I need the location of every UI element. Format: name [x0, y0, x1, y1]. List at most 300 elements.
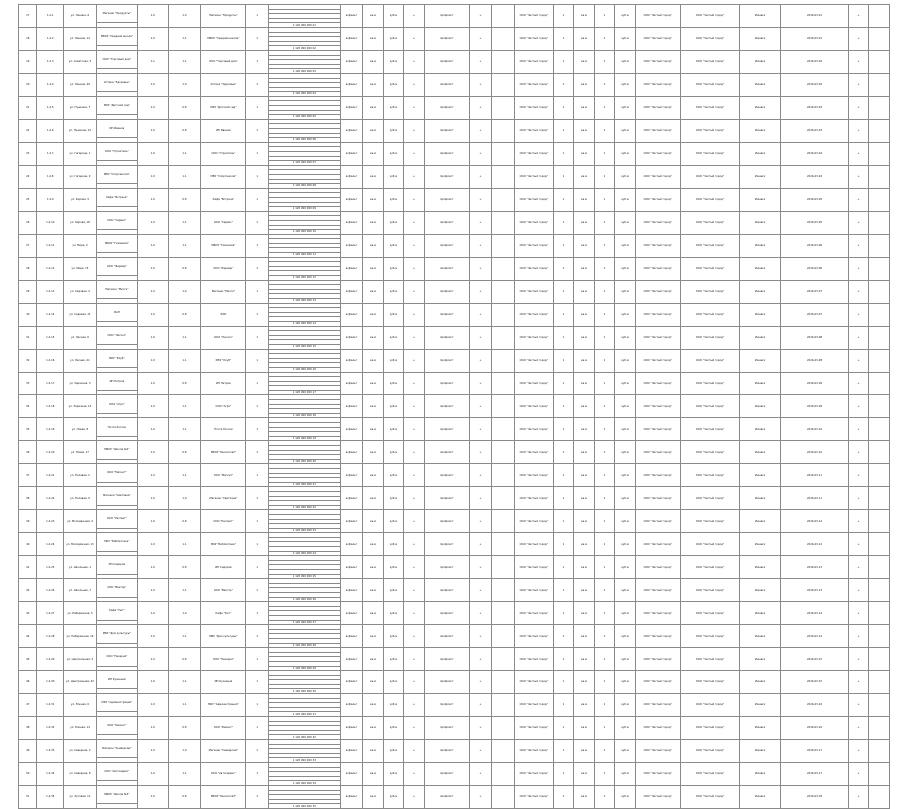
row-zero [869, 326, 890, 349]
row-number: 30 [19, 303, 37, 326]
row-area-unit: кв.м [363, 694, 383, 717]
row-date: 2016-03-11 [781, 464, 849, 487]
row-volume: 1,1 [168, 625, 201, 648]
row-operator-short: ООО "Чистый город" [514, 27, 553, 50]
row-object-desc: ООО "Рассвет" [201, 510, 246, 533]
row-operator-short: ООО "Чистый город" [514, 50, 553, 73]
row-area-unit-2: кв.м [574, 418, 594, 441]
row-code: 1.4.28 [37, 625, 64, 648]
row-operator-short: ООО "Чистый город" [514, 395, 553, 418]
row-address: ул. Лесная, 6 [64, 326, 97, 349]
row-area-unit: кв.м [363, 5, 383, 28]
row-object: Магазин "Мечта" [96, 280, 137, 298]
row-count-3: 1 [594, 740, 614, 763]
row-date: 2016-03-01 [781, 5, 849, 28]
row-count-3: 1 [594, 165, 614, 188]
row-area: 1,0 [137, 280, 168, 303]
row-mark: + [404, 418, 424, 441]
row-count-2: 1 [553, 372, 573, 395]
row-area-unit-2: кв.м [574, 165, 594, 188]
row-count-3: 1 [594, 280, 614, 303]
row-volume: 1,1 [168, 142, 201, 165]
row-count: 1 [246, 487, 269, 510]
row-area-unit-2: кв.м [574, 487, 594, 510]
row-area-unit-2: кв.м [574, 762, 594, 785]
row-volume: 1,1 [168, 762, 201, 785]
row-volume-unit-2: куб.м [615, 73, 635, 96]
row-volume-unit-2: куб.м [615, 142, 635, 165]
row-operator-desc: ООО "Чистый город" [635, 395, 680, 418]
row-zero [869, 73, 890, 96]
row-area-unit-2: кв.м [574, 280, 594, 303]
row-volume: 1,1 [168, 694, 201, 717]
row-area-unit: кв.м [363, 234, 383, 257]
table-row [19, 694, 890, 699]
row-count: 1 [246, 533, 269, 556]
row-count-3: 1 [594, 694, 614, 717]
table-row [19, 740, 890, 745]
row-area-unit: кв.м [363, 326, 383, 349]
row-operator: ООО "Чистый город" [680, 487, 739, 510]
row-object: ООО "Пекарня" [96, 648, 137, 666]
row-address: ул. Ленина, 20 [64, 73, 97, 96]
row-volume-unit-2: куб.м [615, 694, 635, 717]
row-object: ООО "Вектор" [96, 579, 137, 597]
row-count-2: 1 [553, 165, 573, 188]
row-number: 23 [19, 142, 37, 165]
row-plus: + [848, 211, 868, 234]
row-number: 48 [19, 717, 37, 740]
table-row [19, 395, 890, 400]
row-area-unit: кв.м [363, 556, 383, 579]
row-mark: + [404, 234, 424, 257]
row-region: Ижевск [740, 211, 781, 234]
row-count: 1 [246, 119, 269, 142]
row-operator-desc: ООО "Чистый город" [635, 96, 680, 119]
row-operator-short: ООО "Чистый город" [514, 349, 553, 372]
row-code: 1.4.18 [37, 395, 64, 418]
row-operator-short: ООО "Чистый город" [514, 762, 553, 785]
row-zero [869, 556, 890, 579]
row-date: 2016-03-08 [781, 326, 849, 349]
row-operator: ООО "Чистый город" [680, 142, 739, 165]
row-surface: асфальт [340, 165, 363, 188]
row-fence: профлист [424, 280, 469, 303]
row-operator: ООО "Чистый город" [680, 556, 739, 579]
row-volume-unit-2: куб.м [615, 96, 635, 119]
row-ogrn: 1 120 000 000 15 [268, 344, 340, 349]
row-operator: ООО "Чистый город" [680, 280, 739, 303]
row-number: 26 [19, 211, 37, 234]
row-operator-short: ООО "Чистый город" [514, 280, 553, 303]
row-address: ул. Кирова, 18 [64, 211, 97, 234]
table-row [19, 602, 890, 607]
row-volume-unit-2: куб.м [615, 257, 635, 280]
row-region: Ижевск [740, 785, 781, 808]
row-count: 1 [246, 73, 269, 96]
row-code: 1.4.2 [37, 27, 64, 50]
row-code: 1.4.1 [37, 5, 64, 28]
row-number: 20 [19, 73, 37, 96]
row-fence: профлист [424, 349, 469, 372]
row-zero [869, 395, 890, 418]
row-object: ООО "Магнит" [96, 464, 137, 482]
row-date: 2016-03-05 [781, 211, 849, 234]
row-area-unit-2: кв.м [574, 717, 594, 740]
row-code: 1.4.29 [37, 648, 64, 671]
row-operator-short: ООО "Чистый город" [514, 73, 553, 96]
row-address: ул. Северная, 2 [64, 740, 97, 763]
row-region: Ижевск [740, 27, 781, 50]
table-row [19, 27, 890, 32]
row-object-desc: Магазин "Универсам" [201, 740, 246, 763]
row-check: + [469, 349, 492, 372]
row-date: 2016-03-07 [781, 280, 849, 303]
row-mark: + [404, 717, 424, 740]
row-blank [492, 625, 515, 648]
row-check: + [469, 464, 492, 487]
row-surface: асфальт [340, 142, 363, 165]
row-operator: ООО "Чистый город" [680, 326, 739, 349]
row-object-desc: ООО "Автосервис" [201, 762, 246, 785]
row-ogrn: 1 120 000 000 12 [268, 276, 340, 281]
row-count: 1 [246, 142, 269, 165]
row-blank [492, 50, 515, 73]
row-ogrn: 1 120 000 000 17 [268, 390, 340, 395]
row-check: + [469, 533, 492, 556]
row-zero [869, 510, 890, 533]
row-operator-short: ООО "Чистый город" [514, 694, 553, 717]
row-surface: асфальт [340, 648, 363, 671]
row-surface: асфальт [340, 579, 363, 602]
row-address: ул. Луговая, 11 [64, 785, 97, 808]
row-volume: 1,0 [168, 487, 201, 510]
row-volume: 0,8 [168, 257, 201, 280]
row-operator-short: ООО "Чистый город" [514, 579, 553, 602]
row-object: ООО "Строитель" [96, 142, 137, 160]
row-ogrn: 1 120 000 000 09 [268, 207, 340, 212]
row-date: 2016-03-15 [781, 671, 849, 694]
row-volume-unit: куб.м [383, 785, 403, 808]
row-object-desc: МКУ "Библиотека" [201, 533, 246, 556]
row-volume: 1,1 [168, 395, 201, 418]
row-ogrn: 1 120 000 000 13 [268, 299, 340, 304]
row-check: + [469, 648, 492, 671]
row-operator: ООО "Чистый город" [680, 785, 739, 808]
row-zero [869, 762, 890, 785]
row-zero [869, 280, 890, 303]
row-check: + [469, 556, 492, 579]
row-count-3: 1 [594, 441, 614, 464]
row-ogrn: 1 120 000 000 21 [268, 482, 340, 487]
row-object: Кафе "Встреча" [96, 188, 137, 206]
row-area: 1,0 [137, 510, 168, 533]
row-count-2: 1 [553, 441, 573, 464]
row-zero [869, 671, 890, 694]
row-area-unit: кв.м [363, 395, 383, 418]
row-ogrn: 1 120 000 000 04 [268, 92, 340, 97]
row-surface: асфальт [340, 625, 363, 648]
row-operator-short: ООО "Чистый город" [514, 510, 553, 533]
row-operator-desc: ООО "Чистый город" [635, 487, 680, 510]
row-region: Ижевск [740, 303, 781, 326]
row-blank [492, 510, 515, 533]
row-ogrn: 1 120 000 000 31 [268, 712, 340, 717]
row-area-unit-2: кв.м [574, 96, 594, 119]
row-count: 1 [246, 602, 269, 625]
row-number: 38 [19, 487, 37, 510]
row-ogrn: 1 120 000 000 19 [268, 436, 340, 441]
row-volume: 1,1 [168, 165, 201, 188]
row-area: 1,0 [137, 5, 168, 28]
row-count: 1 [246, 326, 269, 349]
row-operator-desc: ООО "Чистый город" [635, 234, 680, 257]
row-object: МБОУ "Средняя школа" [96, 27, 137, 45]
row-area: 1,0 [137, 694, 168, 717]
row-ogrn: 1 120 000 000 01 [268, 23, 340, 28]
row-number: 45 [19, 648, 37, 671]
row-object-desc: Кафе "Уют" [201, 602, 246, 625]
row-volume-unit: куб.м [383, 510, 403, 533]
row-operator-desc: ООО "Чистый город" [635, 5, 680, 28]
row-blank [492, 326, 515, 349]
row-fence: профлист [424, 533, 469, 556]
row-volume-unit: куб.м [383, 73, 403, 96]
row-blank [492, 717, 515, 740]
row-area-unit: кв.м [363, 27, 383, 50]
row-volume-unit-2: куб.м [615, 579, 635, 602]
row-address: ул. Ленина, 14 [64, 27, 97, 50]
row-surface: асфальт [340, 671, 363, 694]
row-mark: + [404, 165, 424, 188]
row-region: Ижевск [740, 487, 781, 510]
row-count-3: 1 [594, 27, 614, 50]
row-area-unit: кв.м [363, 165, 383, 188]
row-zero [869, 785, 890, 808]
row-area-unit-2: кв.м [574, 510, 594, 533]
row-address: ул. Ленина, 6 [64, 5, 97, 28]
row-object-desc: ООО "Фермер" [201, 257, 246, 280]
row-date: 2016-03-09 [781, 395, 849, 418]
row-count-2: 1 [553, 579, 573, 602]
row-mark: + [404, 510, 424, 533]
row-count: 1 [246, 464, 269, 487]
row-volume: 0,8 [168, 96, 201, 119]
row-operator: ООО "Чистый город" [680, 5, 739, 28]
row-check: + [469, 671, 492, 694]
row-region: Ижевск [740, 441, 781, 464]
row-check: + [469, 717, 492, 740]
row-operator: ООО "Чистый город" [680, 648, 739, 671]
row-fence: профлист [424, 119, 469, 142]
row-operator-desc: ООО "Чистый город" [635, 671, 680, 694]
row-blank [492, 418, 515, 441]
row-area-unit-2: кв.м [574, 349, 594, 372]
row-blank [492, 349, 515, 372]
row-area-unit: кв.м [363, 280, 383, 303]
row-address: ул. Пушкина, 12 [64, 119, 97, 142]
row-operator: ООО "Чистый город" [680, 303, 739, 326]
row-region: Ижевск [740, 464, 781, 487]
row-code: 1.4.13 [37, 280, 64, 303]
row-surface: асфальт [340, 740, 363, 763]
row-object-desc: ООО "Торговый дом" [201, 50, 246, 73]
row-object: ООО "Рассвет" [96, 510, 137, 528]
row-surface: асфальт [340, 188, 363, 211]
row-date: 2016-03-13 [781, 579, 849, 602]
row-ogrn: 1 120 000 000 18 [268, 413, 340, 418]
row-address: ул. Кирова, 5 [64, 188, 97, 211]
row-plus: + [848, 165, 868, 188]
row-object: МКУ "Клуб" [96, 349, 137, 367]
row-address: ул. Школьная, 7 [64, 579, 97, 602]
row-volume-unit-2: куб.м [615, 27, 635, 50]
row-check: + [469, 257, 492, 280]
row-object: ООО "Фермер" [96, 257, 137, 275]
row-volume: 1,1 [168, 418, 201, 441]
row-area: 1,0 [137, 579, 168, 602]
row-mark: + [404, 579, 424, 602]
row-count-2: 1 [553, 556, 573, 579]
row-volume-unit: куб.м [383, 234, 403, 257]
row-operator-short: ООО "Чистый город" [514, 785, 553, 808]
row-area-unit: кв.м [363, 487, 383, 510]
row-operator-short: ООО "Чистый город" [514, 165, 553, 188]
row-count-2: 1 [553, 418, 573, 441]
row-fence: профлист [424, 372, 469, 395]
row-plus: + [848, 510, 868, 533]
row-count-2: 1 [553, 27, 573, 50]
row-volume-unit-2: куб.м [615, 372, 635, 395]
row-plus: + [848, 96, 868, 119]
row-region: Ижевск [740, 165, 781, 188]
row-operator-desc: ООО "Чистый город" [635, 27, 680, 50]
row-number: 46 [19, 671, 37, 694]
row-code: 1.4.14 [37, 303, 64, 326]
row-surface: асфальт [340, 533, 363, 556]
row-code: 1.4.27 [37, 602, 64, 625]
row-code: 1.4.33 [37, 740, 64, 763]
row-operator-short: ООО "Чистый город" [514, 211, 553, 234]
row-count-3: 1 [594, 50, 614, 73]
row-operator-short: ООО "Чистый город" [514, 188, 553, 211]
row-volume-unit: куб.м [383, 119, 403, 142]
row-count-2: 1 [553, 694, 573, 717]
row-operator-desc: ООО "Чистый город" [635, 785, 680, 808]
row-code: 1.4.9 [37, 188, 64, 211]
row-code: 1.4.21 [37, 464, 64, 487]
row-zero [869, 188, 890, 211]
row-blank [492, 762, 515, 785]
row-object-desc: ИП Кузнецов [201, 671, 246, 694]
table-row [19, 372, 890, 377]
row-object-desc: ИП Петров [201, 372, 246, 395]
row-volume-unit: куб.м [383, 602, 403, 625]
row-blank [492, 119, 515, 142]
row-volume: 0,8 [168, 785, 201, 808]
row-mark: + [404, 96, 424, 119]
table-row [19, 464, 890, 469]
table-row [19, 96, 890, 101]
row-surface: асфальт [340, 717, 363, 740]
row-date: 2016-03-01 [781, 27, 849, 50]
row-mark: + [404, 119, 424, 142]
row-check: + [469, 73, 492, 96]
row-fence: профлист [424, 510, 469, 533]
row-fence: профлист [424, 648, 469, 671]
row-date: 2016-03-04 [781, 165, 849, 188]
row-date: 2016-03-14 [781, 625, 849, 648]
row-operator-desc: ООО "Чистый город" [635, 556, 680, 579]
row-number: 44 [19, 625, 37, 648]
row-volume-unit: куб.м [383, 303, 403, 326]
row-area-unit: кв.м [363, 188, 383, 211]
row-mark: + [404, 372, 424, 395]
row-volume: 0,8 [168, 303, 201, 326]
row-code: 1.4.31 [37, 694, 64, 717]
row-area: 1,0 [137, 625, 168, 648]
row-surface: асфальт [340, 211, 363, 234]
row-mark: + [404, 441, 424, 464]
row-count-3: 1 [594, 5, 614, 28]
row-count-3: 1 [594, 96, 614, 119]
row-operator-desc: ООО "Чистый город" [635, 740, 680, 763]
row-count: 1 [246, 188, 269, 211]
row-operator-short: ООО "Чистый город" [514, 234, 553, 257]
row-count: 1 [246, 648, 269, 671]
table-row [19, 579, 890, 584]
row-mark: + [404, 188, 424, 211]
row-operator: ООО "Чистый город" [680, 27, 739, 50]
row-date: 2016-03-16 [781, 717, 849, 740]
row-check: + [469, 119, 492, 142]
row-fence: профлист [424, 487, 469, 510]
row-area: 1,0 [137, 73, 168, 96]
table-row [19, 533, 890, 538]
row-object-desc: ООО "Пекарня" [201, 648, 246, 671]
row-area-unit-2: кв.м [574, 579, 594, 602]
row-number: 19 [19, 50, 37, 73]
row-operator: ООО "Чистый город" [680, 717, 739, 740]
row-volume: 1,1 [168, 211, 201, 234]
row-blank [492, 96, 515, 119]
row-volume-unit-2: куб.м [615, 280, 635, 303]
row-volume-unit-2: куб.м [615, 349, 635, 372]
row-plus: + [848, 579, 868, 602]
row-plus: + [848, 188, 868, 211]
row-check: + [469, 372, 492, 395]
row-code: 1.4.23 [37, 510, 64, 533]
row-check: + [469, 762, 492, 785]
row-object-desc: МБУ "Дом культуры" [201, 625, 246, 648]
row-count: 1 [246, 579, 269, 602]
row-volume-unit: куб.м [383, 418, 403, 441]
row-area-unit-2: кв.м [574, 73, 594, 96]
table-row [19, 671, 890, 676]
row-region: Ижевск [740, 694, 781, 717]
row-address: ул. Заречная, 3 [64, 372, 97, 395]
row-operator: ООО "Чистый город" [680, 441, 739, 464]
row-area: 1,0 [137, 740, 168, 763]
row-area-unit: кв.м [363, 464, 383, 487]
row-region: Ижевск [740, 510, 781, 533]
table-row [19, 762, 890, 767]
row-area-unit-2: кв.м [574, 785, 594, 808]
row-zero [869, 625, 890, 648]
row-area-unit-2: кв.м [574, 326, 594, 349]
row-blank [492, 740, 515, 763]
row-ogrn: 1 120 000 000 32 [268, 735, 340, 740]
